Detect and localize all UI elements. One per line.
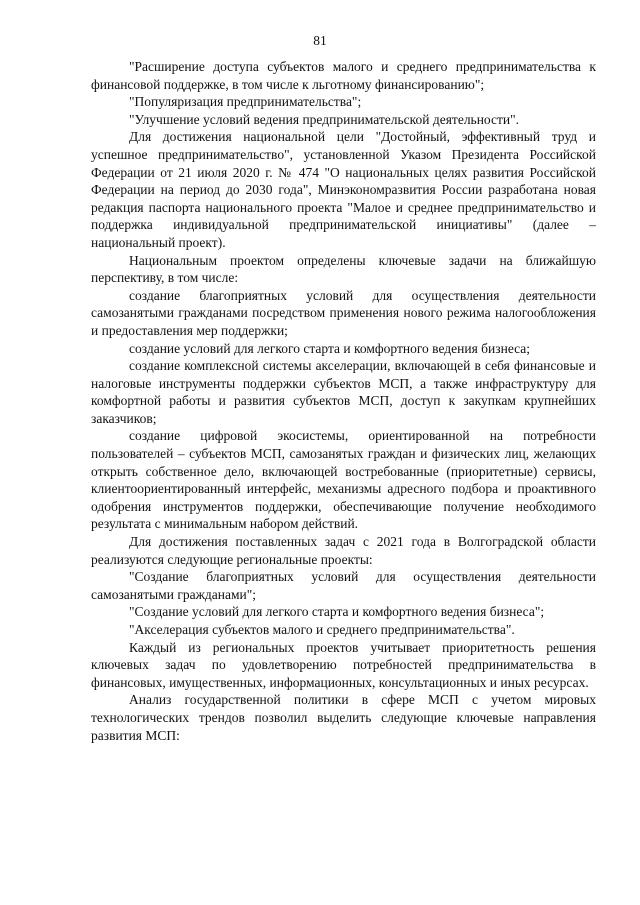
paragraph: "Расширение доступа субъектов малого и среднего предпринимательства к финансовой поддержке, в том числе к льготному финансированию"; — [91, 59, 596, 92]
paragraph: "Улучшение условий ведения предпринимательской деятельности". — [129, 111, 520, 127]
document-body — [91, 58, 596, 744]
paragraph: создание благоприятных условий для осуществления деятельности самозанятыми гражданами посредством применения нового режима налогообложения и предоставления мер поддержки; — [91, 287, 596, 338]
paragraph: Для достижения национальной цели "Достойный, эффективный труд и успешное предпринимательство", установленной Указом Президента Российской Федерации от 21 июля 2020 г. № 474 "О национальных целях развития Российской Федерации на период до 2030 года", Минэкономразвития России разработана новая редакция паспорта национального проекта "Малое и среднее предпринимательство и поддержка индивидуальной предпринимательской инициативы" (далее – национальный проект). — [91, 129, 596, 250]
paragraph: создание условий для легкого старта и комфортного ведения бизнеса; — [129, 340, 531, 356]
paragraph: "Акселерация субъектов малого и среднего предпринимательства". — [129, 622, 515, 637]
paragraph: Национальным проектом определены ключевые задачи на ближайшую перспективу, в том числе: — [91, 252, 596, 286]
paragraph: Для достижения поставленных задач с 2021 года в Волгоградской области реализуются следующие региональные проекты: — [91, 534, 596, 567]
paragraph: Анализ государственной политики в сфере МСП с учетом мировых технологических трендов позволил выделить следующие ключевые направления развития МСП: — [91, 692, 596, 743]
paragraph: Каждый из региональных проектов учитывает приоритетность решения ключевых задач по удовлетворению потребностей предпринимательства в финансовых, имущественных, информационных, консультационных и иных ресурсах. — [91, 639, 596, 690]
page-number: 81 — [313, 33, 327, 48]
paragraph: "Популяризация предпринимательства"; — [129, 94, 362, 110]
paragraph: "Создание благоприятных условий для осуществления деятельности самозанятыми гражданами"; — [91, 569, 596, 602]
paragraph: создание комплексной системы акселерации, включающей в себя финансовые и налоговые инструменты поддержки субъектов МСП, а также инфраструктуру для комфортной работы и развития субъектов МСП, доступ к закупкам крупнейших заказчиков; — [91, 358, 596, 426]
paragraph: "Создание условий для легкого старта и комфортного ведения бизнеса"; — [129, 604, 545, 620]
paragraph: создание цифровой экосистемы, ориентированной на потребности пользователей – субъектов МСП, самозанятых граждан и физических лиц, желающих открыть собственное дело, включающей востребованные (приоритетные) сервисы, клиентоориентированный интерфейс, механизмы адресного подбора и проактивного одобрения инструментов поддержки, обеспечивающие получение необходимого результата с минимальным набором действий. — [91, 428, 596, 532]
